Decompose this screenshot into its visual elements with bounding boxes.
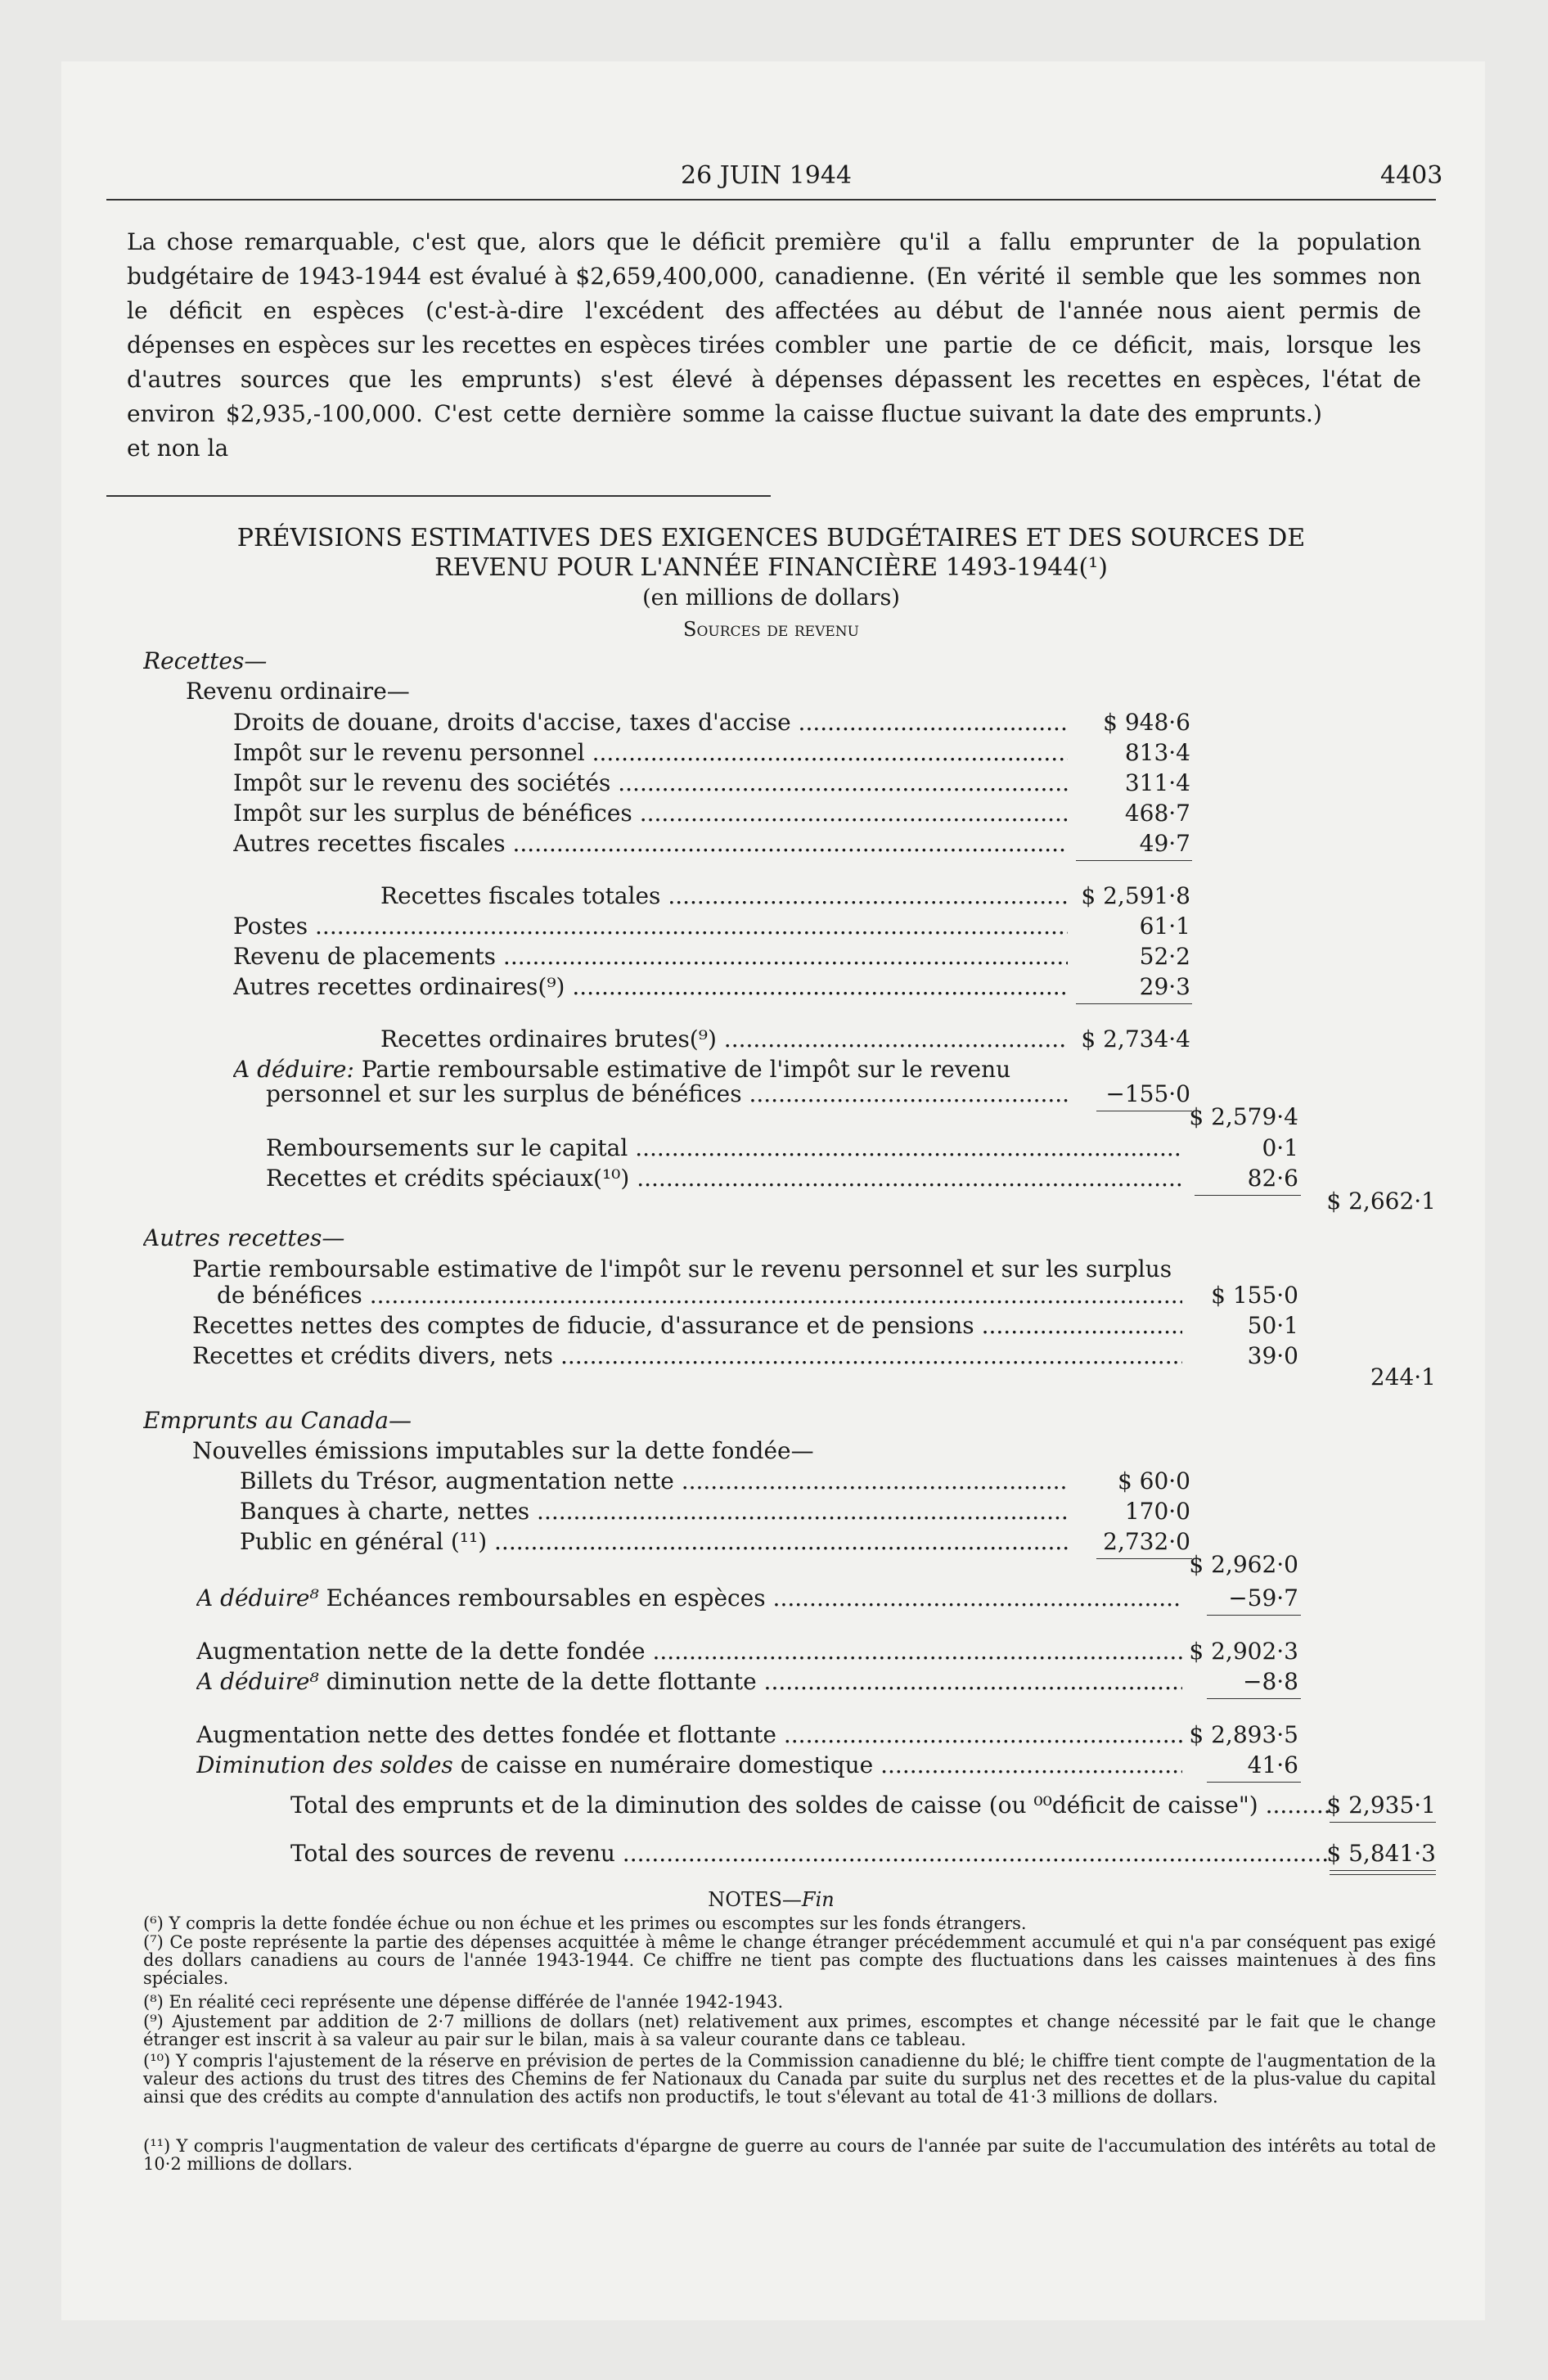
- row-value: 82·6: [1247, 1165, 1298, 1192]
- row-value: $ 60·0: [1117, 1467, 1190, 1494]
- table-row: Autres recettes fiscales .....: [233, 829, 1068, 859]
- table-row: Impôt sur le revenu personnel .....: [233, 738, 1068, 768]
- table-row: Droits de douane, droits d'accise, taxes d'accise .....: [233, 708, 1068, 737]
- table-row: de bénéfices .....: [217, 1281, 1182, 1310]
- note-10: (¹⁰) Y compris l'ajustement de la réserve en prévision de pertes de la Commission canadienne du blé; le chiffre tient compte de l'augmentation de la valeur des actions du trust des titres des Chemins de fer Nationaux du Canada par suite du surplus net des recettes et de la plus-value du capital ainsi que des crédits au compte d'annulation des actifs non productifs, le tout s'élevant au total de 41·3 millions de dollars.: [143, 2051, 1436, 2107]
- note-8: (⁸) En réalité ceci représente une dépense différée de l'année 1942-1943.: [143, 1992, 784, 2012]
- row-value: 52·2: [1139, 943, 1190, 970]
- subtotal-rule: [1076, 860, 1192, 861]
- table-row: Augmentation nette des dettes fondée et flottante .....: [196, 1720, 1182, 1750]
- table-row: Recettes fiscales totales .....: [380, 881, 1068, 911]
- table-row: Public en général (¹¹) .....: [240, 1527, 1068, 1557]
- subtotal-rule: [1207, 1698, 1301, 1699]
- row-value: $ 2,591·8: [1081, 882, 1190, 909]
- table-row: Impôt sur les surplus de bénéfices .....: [233, 799, 1068, 828]
- row-value: 170·0: [1124, 1498, 1190, 1525]
- row-value: 468·7: [1124, 800, 1190, 827]
- table-row: Impôt sur le revenu des sociétés .....: [233, 769, 1068, 798]
- total-rule-1: [1330, 1870, 1436, 1871]
- group-nouvelles-emissions: Nouvelles émissions imputables sur la dette fondée—: [192, 1437, 814, 1464]
- table-units: (en millions de dollars): [642, 585, 900, 611]
- section-autres-recettes: Autres recettes—: [143, 1224, 345, 1251]
- table-subtitle: Sources de revenu: [683, 618, 859, 641]
- note-7: (⁷) Ce poste représente la partie des dépenses acquittée à même le change étranger précédemment accumulé et qui n'a par conséquent pas exigé des dollars canadiens au cours de l'année 1943-1944. Ce chiffre ne tient pas compte des fluctuations dans les caisses maintenues à des fins spéciales.: [143, 1932, 1436, 1988]
- table-row: Banques à charte, nettes .....: [240, 1497, 1068, 1526]
- page-number: 4403: [1380, 161, 1443, 190]
- document-page: [61, 61, 1485, 2320]
- table-row: Postes .....: [233, 912, 1068, 941]
- table-row: A déduire⁸ Echéances remboursables en espèces .....: [196, 1584, 1182, 1613]
- notes-heading: NOTES—Fin: [708, 1888, 835, 1911]
- row-total: 244·1: [1370, 1364, 1436, 1391]
- row-value: 61·1: [1139, 913, 1190, 940]
- header-rule: [106, 199, 1436, 201]
- row-value: 49·7: [1139, 830, 1190, 857]
- table-title-line1: PRÉVISIONS ESTIMATIVES DES EXIGENCES BUDGÉTAIRES ET DES SOURCES DE: [236, 524, 1306, 552]
- section-emprunts: Emprunts au Canada—: [143, 1407, 412, 1434]
- row-subtotal: $ 2,579·4: [1189, 1103, 1298, 1130]
- table-row: Total des sources de revenu .....: [290, 1839, 1330, 1868]
- table-title-line2: REVENU POUR L'ANNÉE FINANCIÈRE 1493-1944(¹): [434, 553, 1108, 582]
- subtotal-rule: [1207, 1615, 1301, 1616]
- group-revenu-ordinaire: Revenu ordinaire—: [186, 678, 410, 705]
- row-total: $ 5,841·3: [1326, 1840, 1436, 1867]
- note-9: (⁹) Ajustement par addition de 2·7 millions de dollars (net) relativement aux primes, escomptes et change nécessité par le fait que le change étranger est inscrit à sa valeur au pair sur le bilan, mais à sa valeur courante dans ce tableau.: [143, 2012, 1436, 2049]
- intro-rule: [106, 495, 771, 497]
- table-row: Recettes et crédits divers, nets .....: [192, 1341, 1182, 1371]
- row-total: $ 2,662·1: [1326, 1188, 1436, 1215]
- table-row: Recettes nettes des comptes de fiducie, d'assurance et de pensions .....: [192, 1311, 1182, 1341]
- intro-left-column: La chose remarquable, c'est que, alors que le déficit budgétaire de 1943-1944 est évalué à $2,659,400,000, le déficit en espèces (c'est-à-dire l'excédent des dépenses en espèces sur les recettes en espèces tirées d'autres sources que les emprunts) s'est élevé à environ $2,935,-100,000. C'est cette dernière somme et non la: [127, 228, 765, 462]
- row-value: 29·3: [1139, 973, 1190, 1000]
- table-row: A déduire⁸ diminution nette de la dette flottante .....: [196, 1667, 1182, 1697]
- subtotal-rule: [1195, 1195, 1301, 1196]
- row-subtotal: $ 2,962·0: [1189, 1551, 1298, 1578]
- table-row: Augmentation nette de la dette fondée .....: [196, 1637, 1182, 1666]
- table-row: A déduire: Partie remboursable estimative de l'impôt sur le revenu: [233, 1056, 1011, 1083]
- row-value: 311·4: [1124, 769, 1190, 796]
- row-value: −8·8: [1243, 1668, 1298, 1695]
- subtotal-rule: [1096, 1558, 1192, 1559]
- row-value: $ 2,734·4: [1081, 1025, 1190, 1053]
- row-value: $ 948·6: [1103, 709, 1190, 736]
- intro-right-column: première qu'il a fallu emprunter de la population canadienne. (En vérité il semble que les sommes non affectées au début de l'année nous aient permis de combler une partie de ce déficit, mais, lorsque les dépenses dépassent les recettes en espèces, l'état de la caisse fluctue suivant la date des emprunts.): [775, 228, 1421, 427]
- table-row: Partie remboursable estimative de l'impôt sur le revenu personnel et sur les surplus: [192, 1255, 1172, 1282]
- row-value: −155·0: [1105, 1080, 1190, 1107]
- row-value: $ 2,893·5: [1189, 1721, 1298, 1748]
- table-row: Remboursements sur le capital .....: [266, 1134, 1182, 1163]
- row-value: −59·7: [1228, 1584, 1298, 1611]
- subtotal-rule: [1207, 1782, 1301, 1783]
- note-6: (⁶) Y compris la dette fondée échue ou non échue et les primes ou escomptes sur les fonds étrangers.: [143, 1913, 1027, 1933]
- row-value: 41·6: [1247, 1751, 1298, 1778]
- table-row: Recettes et crédits spéciaux(¹⁰) .....: [266, 1164, 1182, 1193]
- subtotal-rule: [1076, 1003, 1192, 1004]
- table-row: Autres recettes ordinaires(⁹) .....: [233, 972, 1068, 1002]
- row-value: 2,732·0: [1103, 1528, 1190, 1555]
- note-11: (¹¹) Y compris l'augmentation de valeur des certificats d'épargne de guerre au cours de l'année par suite de l'accumulation des intérêts au total de 10·2 millions de dollars.: [143, 2136, 1436, 2174]
- table-row: Revenu de placements .....: [233, 942, 1068, 971]
- table-row: Recettes ordinaires brutes(⁹) .....: [380, 1025, 1068, 1054]
- table-row: Total des emprunts et de la diminution des soldes de caisse (ou ⁰⁰déficit de caisse") .....: [290, 1791, 1330, 1820]
- section-recettes: Recettes—: [143, 647, 268, 674]
- row-value: 0·1: [1262, 1134, 1298, 1161]
- row-value: $ 2,902·3: [1189, 1638, 1298, 1665]
- subtotal-rule: [1330, 1822, 1436, 1823]
- row-value: 50·1: [1247, 1312, 1298, 1339]
- page-date: 26 JUIN 1944: [681, 161, 853, 190]
- row-total: $ 2,935·1: [1326, 1792, 1436, 1819]
- total-rule-2: [1330, 1874, 1436, 1875]
- table-row: Diminution des soldes de caisse en numéraire domestique .....: [196, 1751, 1182, 1780]
- table-row: Billets du Trésor, augmentation nette .....: [240, 1467, 1068, 1496]
- row-value: 39·0: [1247, 1342, 1298, 1369]
- table-row: personnel et sur les surplus de bénéfices .....: [266, 1080, 1068, 1109]
- row-value: $ 155·0: [1211, 1282, 1298, 1309]
- row-value: 813·4: [1124, 739, 1190, 766]
